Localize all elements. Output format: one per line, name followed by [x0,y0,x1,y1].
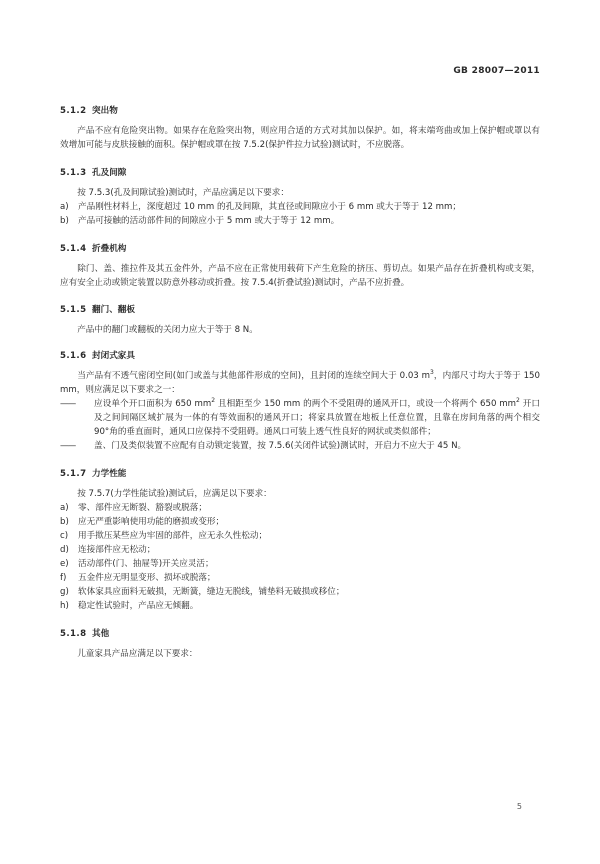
section-title: 孔及间隙 [92,168,127,178]
section-title: 折叠机构 [92,244,127,254]
paragraph: 产品中的翻门或翻板的关闭力应大于等于 8 N。 [77,325,258,335]
text-run: 当产品有不透气密闭空间(如门或盖与其他部件形成的空间)，且封闭的连续空间大于 0.03 m [77,371,430,381]
list-text: 连接部件应无松动； [78,545,156,555]
dash-item [60,397,540,439]
superscript: 2 [516,397,520,405]
list-text: 活动部件(门、抽屉等)开关应灵活； [78,559,214,569]
list-item [60,501,540,515]
list-marker: b) [60,517,69,527]
dash-item [60,439,540,453]
dash-text [94,397,540,439]
section-number: 5.1.3 [60,168,87,178]
section-title: 突出物 [92,106,118,116]
paragraph [60,369,540,397]
list-item [60,214,540,228]
list-item [60,557,540,571]
superscript: 3 [429,369,434,377]
section-title: 力学性能 [92,469,127,479]
list-item [60,543,540,557]
list-marker: c) [60,531,69,541]
section-heading [60,627,540,641]
section-number: 5.1.6 [60,351,87,361]
page-number: 5 [516,802,522,811]
list-item [60,571,540,585]
section-5-1-6 [60,349,540,453]
section-5-1-5 [60,303,540,337]
section-number: 5.1.4 [60,244,87,254]
section-heading [60,166,540,180]
section-number: 5.1.8 [60,629,87,639]
text-run: ，内部尺寸均大于等于 150 mm，则应满足以下要求之一： [60,371,540,395]
content-body [60,104,540,661]
list-marker: a) [60,503,69,513]
section-5-1-8 [60,627,540,661]
text-run: 开口及之间间隔区域扩展为一体的有等效面积的通风开口；将家具放置在地板上任意位置，且靠在房间角落的两个相交 90°角的垂直面时，通风口应保持不受阻碍。通风口可装上透气性良好的网状或类似部件； [94,399,541,437]
dash-text: 盖、门及类似装置不应配有自动锁定装置，按 7.5.6(关闭件试验)测试时，开启力不应大于 45 N。 [94,441,467,451]
section-number: 5.1.5 [60,305,87,315]
list-text: 五金件应无明显变形、损坏或脱落； [78,573,216,583]
list-text: 产品可接触的活动部件间的间隙应小于 5 mm 或大于等于 12 mm。 [78,216,340,226]
list-text: 产品刚性材料上，深度超过 10 mm 的孔及间隙，其直径或间隙应小于 6 mm 或大于等于 12 mm； [78,202,462,212]
list-marker: d) [60,545,69,555]
section-heading [60,104,540,118]
list-text: 软体家具应面料无破损，无断簧，缝边无脱线，铺垫料无破损或移位； [78,587,345,597]
list-marker: g) [60,587,69,597]
section-5-1-2 [60,104,540,152]
section-heading [60,467,540,481]
paragraph: 按 7.5.3(孔及间隙试验)测试时，产品应满足以下要求： [77,188,289,198]
section-5-1-4 [60,242,540,290]
list-text: 应无严重影响使用功能的磨损或变形； [78,517,225,527]
paragraph: 除门、盖、推拉件及其五金件外，产品不应在正常使用载荷下产生危险的挤压、剪切点。如果产品存在折叠机构或支架，应有安全止动或锁定装置以防意外移动或折叠。按 7.5.4(折叠试验)测试时，产品不应折叠。 [60,264,540,288]
section-heading [60,349,540,363]
list-marker: e) [60,559,69,569]
section-heading [60,303,540,317]
list-item [60,585,540,599]
list-marker: f) [60,573,67,583]
list-text: 用手揿压某些应为牢固的部件，应无永久性松动； [78,531,268,541]
section-title: 其他 [92,629,110,639]
section-title: 翻门、翻板 [92,305,135,315]
text-run: 且相距至少 150 mm 的两个不受阻碍的通风开口，或设一个将两个 650 mm [215,399,517,409]
list-item [60,529,540,543]
section-5-1-7 [60,467,540,613]
section-number: 5.1.2 [60,106,87,116]
section-5-1-3 [60,166,540,228]
list-marker: b) [60,216,69,226]
list-marker: h) [60,601,69,611]
list-text: 零、部件应无断裂、豁裂或脱落； [78,503,207,513]
list-marker: a) [60,202,69,212]
list-item [60,515,540,529]
text-run: 应设单个开口面积为 650 mm [94,399,212,409]
superscript: 2 [211,397,216,405]
paragraph: 儿童家具产品应满足以下要求： [77,649,198,659]
list-item [60,599,540,613]
paragraph: 产品不应有危险突出物。如果存在危险突出物，则应用合适的方式对其加以保护。如，将末端弯曲或加上保护帽或罩以有效增加可能与皮肤接触的面积。保护帽或罩在按 7.5.2(保护件拉力试验)测试时，不应脱落。 [60,126,540,150]
list-item [60,200,540,214]
list-text: 稳定性试验时，产品应无倾翻。 [78,601,199,611]
section-number: 5.1.7 [60,469,87,479]
dash-marker: —— [60,441,76,451]
section-title: 封闭式家具 [92,351,135,361]
standard-code: GB 28007—2011 [453,66,540,76]
paragraph: 按 7.5.7(力学性能试验)测试后，应满足以下要求： [77,489,272,499]
dash-marker: —— [60,399,76,409]
section-heading [60,242,540,256]
